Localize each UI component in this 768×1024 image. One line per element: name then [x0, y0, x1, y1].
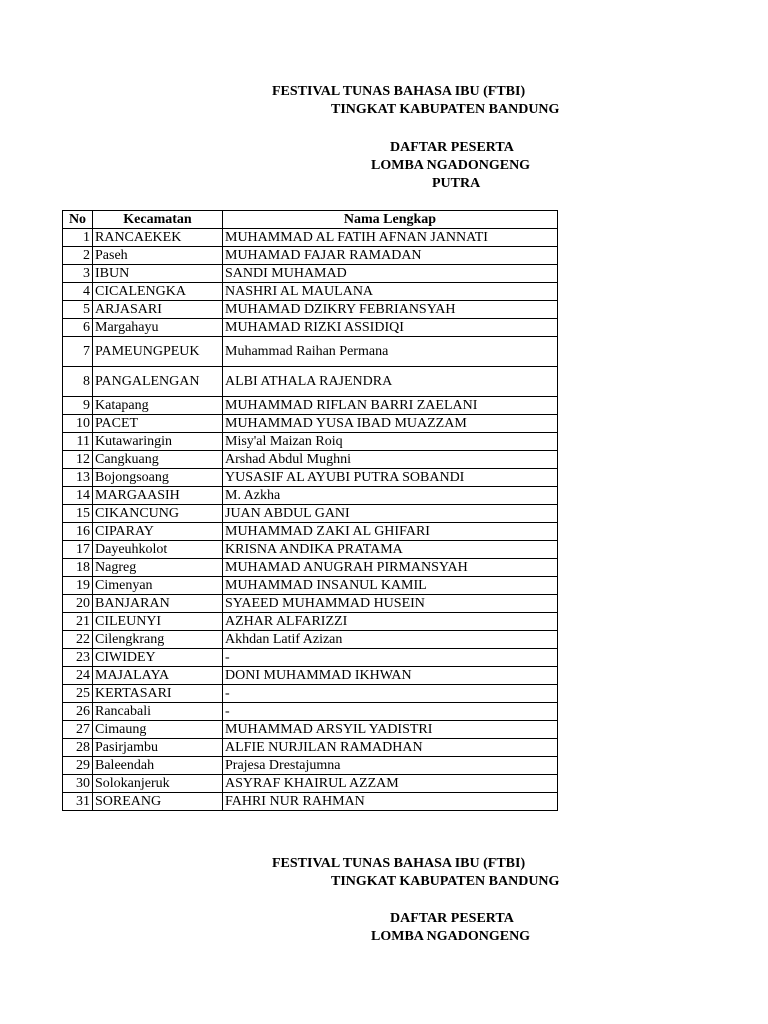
table-row [63, 721, 558, 739]
page1-title-daftar: DAFTAR PESERTA [390, 140, 514, 155]
row-kecamatan: Solokanjeruk [93, 775, 223, 793]
row-kecamatan: IBUN [93, 265, 223, 283]
row-kecamatan: BANJARAN [93, 595, 223, 613]
row-nama-lengkap: MUHAMMAD ARSYIL YADISTRI [223, 721, 558, 739]
row-number: 19 [63, 577, 93, 595]
row-nama-lengkap: MUHAMMAD ZAKI AL GHIFARI [223, 523, 558, 541]
row-number: 11 [63, 433, 93, 451]
row-kecamatan: Cangkuang [93, 451, 223, 469]
row-nama-lengkap: Misy'al Maizan Roiq [223, 433, 558, 451]
row-number: 5 [63, 301, 93, 319]
row-kecamatan: KERTASARI [93, 685, 223, 703]
table-row [63, 739, 558, 757]
row-number: 20 [63, 595, 93, 613]
page1-title-kategori: PUTRA [432, 176, 481, 191]
row-nama-lengkap: MUHAMAD ANUGRAH PIRMANSYAH [223, 559, 558, 577]
table-body [63, 229, 558, 811]
table-row [63, 319, 558, 337]
row-kecamatan: MARGAASIH [93, 487, 223, 505]
row-number: 15 [63, 505, 93, 523]
row-kecamatan: Cimenyan [93, 577, 223, 595]
participant-table [62, 210, 558, 811]
table-row [63, 247, 558, 265]
row-number: 29 [63, 757, 93, 775]
row-nama-lengkap: FAHRI NUR RAHMAN [223, 793, 558, 811]
row-nama-lengkap: - [223, 685, 558, 703]
row-number: 25 [63, 685, 93, 703]
page1-title-tingkat: TINGKAT KABUPATEN BANDUNG [331, 102, 559, 117]
row-number: 14 [63, 487, 93, 505]
row-nama-lengkap: Prajesa Drestajumna [223, 757, 558, 775]
table-row [63, 523, 558, 541]
row-number: 30 [63, 775, 93, 793]
table-row [63, 397, 558, 415]
row-kecamatan: Paseh [93, 247, 223, 265]
row-nama-lengkap: MUHAMMAD INSANUL KAMIL [223, 577, 558, 595]
row-number: 22 [63, 631, 93, 649]
row-number: 12 [63, 451, 93, 469]
row-number: 23 [63, 649, 93, 667]
table-row [63, 793, 558, 811]
row-nama-lengkap: Arshad Abdul Mughni [223, 451, 558, 469]
row-kecamatan: Baleendah [93, 757, 223, 775]
row-kecamatan: CILEUNYI [93, 613, 223, 631]
row-kecamatan: MAJALAYA [93, 667, 223, 685]
table-row [63, 649, 558, 667]
row-nama-lengkap: ASYRAF KHAIRUL AZZAM [223, 775, 558, 793]
row-kecamatan: RANCAEKEK [93, 229, 223, 247]
row-nama-lengkap: - [223, 703, 558, 721]
row-nama-lengkap: - [223, 649, 558, 667]
table-row [63, 757, 558, 775]
row-nama-lengkap: Muhammad Raihan Permana [223, 337, 558, 367]
table-row [63, 367, 558, 397]
table-row [63, 667, 558, 685]
row-kecamatan: Kutawaringin [93, 433, 223, 451]
row-nama-lengkap: Akhdan Latif Azizan [223, 631, 558, 649]
row-number: 3 [63, 265, 93, 283]
row-nama-lengkap: DONI MUHAMMAD IKHWAN [223, 667, 558, 685]
table-row [63, 337, 558, 367]
table-row [63, 685, 558, 703]
table-row [63, 595, 558, 613]
row-kecamatan: PANGALENGAN [93, 367, 223, 397]
table-row [63, 469, 558, 487]
row-nama-lengkap: JUAN ABDUL GANI [223, 505, 558, 523]
table-row [63, 775, 558, 793]
row-number: 27 [63, 721, 93, 739]
row-number: 21 [63, 613, 93, 631]
table-row [63, 631, 558, 649]
row-nama-lengkap: ALBI ATHALA RAJENDRA [223, 367, 558, 397]
row-kecamatan: Pasirjambu [93, 739, 223, 757]
row-nama-lengkap: MUHAMAD FAJAR RAMADAN [223, 247, 558, 265]
row-nama-lengkap: SYAEED MUHAMMAD HUSEIN [223, 595, 558, 613]
table-row [63, 415, 558, 433]
row-number: 8 [63, 367, 93, 397]
row-nama-lengkap: KRISNA ANDIKA PRATAMA [223, 541, 558, 559]
row-nama-lengkap: MUHAMAD DZIKRY FEBRIANSYAH [223, 301, 558, 319]
row-kecamatan: ARJASARI [93, 301, 223, 319]
table-row [63, 265, 558, 283]
page1-title-festival: FESTIVAL TUNAS BAHASA IBU (FTBI) [272, 84, 526, 99]
row-number: 16 [63, 523, 93, 541]
table-row [63, 451, 558, 469]
row-nama-lengkap: MUHAMMAD YUSA IBAD MUAZZAM [223, 415, 558, 433]
table-row [63, 229, 558, 247]
row-nama-lengkap: M. Azkha [223, 487, 558, 505]
row-number: 28 [63, 739, 93, 757]
row-number: 1 [63, 229, 93, 247]
row-number: 24 [63, 667, 93, 685]
row-number: 2 [63, 247, 93, 265]
page2-title-lomba: LOMBA NGADONGENG [371, 929, 531, 944]
row-nama-lengkap: ALFIE NURJILAN RAMADHAN [223, 739, 558, 757]
page1-title-lomba: LOMBA NGADONGENG [371, 158, 531, 173]
row-kecamatan: Cilengkrang [93, 631, 223, 649]
row-kecamatan: Dayeuhkolot [93, 541, 223, 559]
row-nama-lengkap: AZHAR ALFARIZZI [223, 613, 558, 631]
row-number: 6 [63, 319, 93, 337]
header-nama-lengkap: Nama Lengkap [223, 211, 558, 229]
row-nama-lengkap: MUHAMMAD AL FATIH AFNAN JANNATI [223, 229, 558, 247]
row-number: 31 [63, 793, 93, 811]
table-row [63, 433, 558, 451]
header-no: No [63, 211, 93, 229]
row-kecamatan: Nagreg [93, 559, 223, 577]
row-kecamatan: CICALENGKA [93, 283, 223, 301]
row-kecamatan: PAMEUNGPEUK [93, 337, 223, 367]
table-row [63, 559, 558, 577]
table-row [63, 703, 558, 721]
row-number: 18 [63, 559, 93, 577]
table-row [63, 505, 558, 523]
row-number: 10 [63, 415, 93, 433]
header-kecamatan: Kecamatan [93, 211, 223, 229]
table-row [63, 301, 558, 319]
row-nama-lengkap: MUHAMMAD RIFLAN BARRI ZAELANI [223, 397, 558, 415]
table-row [63, 613, 558, 631]
row-kecamatan: PACET [93, 415, 223, 433]
row-kecamatan: CIKANCUNG [93, 505, 223, 523]
page2-title-tingkat: TINGKAT KABUPATEN BANDUNG [331, 874, 559, 889]
table-header-row [63, 211, 558, 229]
row-nama-lengkap: YUSASIF AL AYUBI PUTRA SOBANDI [223, 469, 558, 487]
row-kecamatan: CIPARAY [93, 523, 223, 541]
row-kecamatan: SOREANG [93, 793, 223, 811]
row-nama-lengkap: SANDI MUHAMAD [223, 265, 558, 283]
row-kecamatan: Margahayu [93, 319, 223, 337]
row-number: 26 [63, 703, 93, 721]
row-number: 9 [63, 397, 93, 415]
page2-title-festival: FESTIVAL TUNAS BAHASA IBU (FTBI) [272, 856, 526, 871]
row-number: 7 [63, 337, 93, 367]
row-kecamatan: CIWIDEY [93, 649, 223, 667]
table-row [63, 487, 558, 505]
row-kecamatan: Bojongsoang [93, 469, 223, 487]
page2-title-daftar: DAFTAR PESERTA [390, 911, 514, 926]
row-number: 13 [63, 469, 93, 487]
row-number: 17 [63, 541, 93, 559]
table-row [63, 541, 558, 559]
row-nama-lengkap: NASHRI AL MAULANA [223, 283, 558, 301]
row-kecamatan: Cimaung [93, 721, 223, 739]
row-kecamatan: Katapang [93, 397, 223, 415]
row-kecamatan: Rancabali [93, 703, 223, 721]
row-nama-lengkap: MUHAMAD RIZKI ASSIDIQI [223, 319, 558, 337]
table-row [63, 283, 558, 301]
table-row [63, 577, 558, 595]
row-number: 4 [63, 283, 93, 301]
